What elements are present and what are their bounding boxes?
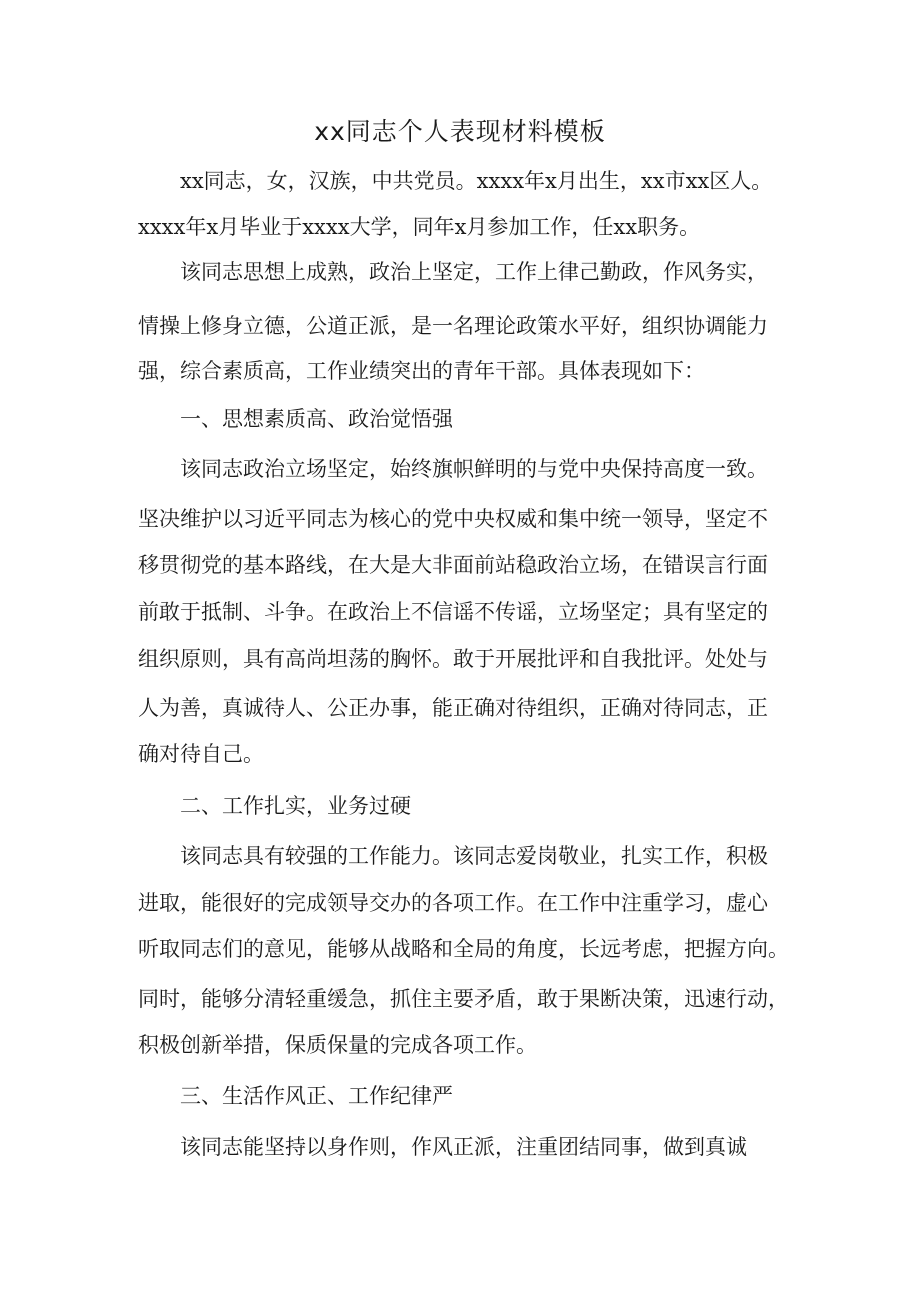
text-line: 该同志具有较强的工作能力。该同志爱岗敬业，扎实工作，积极 xyxy=(180,844,768,868)
text-line: 该同志能坚持以身作则，作风正派，注重团结同事，做到真诚 xyxy=(180,1135,747,1159)
text-line: 积极创新举措，保质保量的完成各项工作。 xyxy=(138,1033,537,1057)
text-line: 组织原则，具有高尚坦荡的胸怀。敢于开展批评和自我批评。处处与 xyxy=(138,647,768,671)
text-line: 听取同志们的意见，能够从战略和全局的角度，长远考虑，把握方向。 xyxy=(138,937,789,961)
text-line: 坚决维护以习近平同志为核心的党中央权威和集中统一领导，坚定不 xyxy=(138,507,768,531)
text-line: 该同志政治立场坚定，始终旗帜鲜明的与党中央保持高度一致。 xyxy=(180,457,768,481)
text-line: xxxx年x月毕业于xxxx大学，同年x月参加工作，任xx职务。 xyxy=(138,215,701,239)
text-line: 前敢于抵制、斗争。在政治上不信谣不传谣，立场坚定；具有坚定的 xyxy=(138,600,768,624)
section-heading: 一、思想素质高、政治觉悟强 xyxy=(180,407,453,431)
section-heading: 三、生活作风正、工作纪律严 xyxy=(180,1084,453,1108)
text-line: 确对待自己。 xyxy=(138,742,264,766)
document-title: xx同志个人表现材料模板 xyxy=(314,117,606,146)
text-line: 进取，能很好的完成领导交办的各项工作。在工作中注重学习，虚心 xyxy=(138,891,768,915)
text-line: 强，综合素质高，工作业绩突出的青年干部。具体表现如下： xyxy=(138,359,705,383)
text-line: 该同志思想上成熟，政治上坚定，工作上律己勤政，作风务实， xyxy=(180,260,768,284)
text-line: 同时，能够分清轻重缓急，抓住主要矛盾，敢于果断决策，迅速行动， xyxy=(138,987,789,1011)
section-heading: 二、工作扎实，业务过硬 xyxy=(180,794,411,818)
text-line: 移贯彻党的基本路线，在大是大非面前站稳政治立场，在错误言行面 xyxy=(138,553,768,577)
text-line: 情操上修身立德，公道正派，是一名理论政策水平好，组织协调能力 xyxy=(138,314,768,338)
text-line: xx同志，女，汉族，中共党员。xxxx年x月出生，xx市xx区人。 xyxy=(180,169,773,193)
text-line: 人为善，真诚待人、公正办事，能正确对待组织，正确对待同志，正 xyxy=(138,696,768,720)
